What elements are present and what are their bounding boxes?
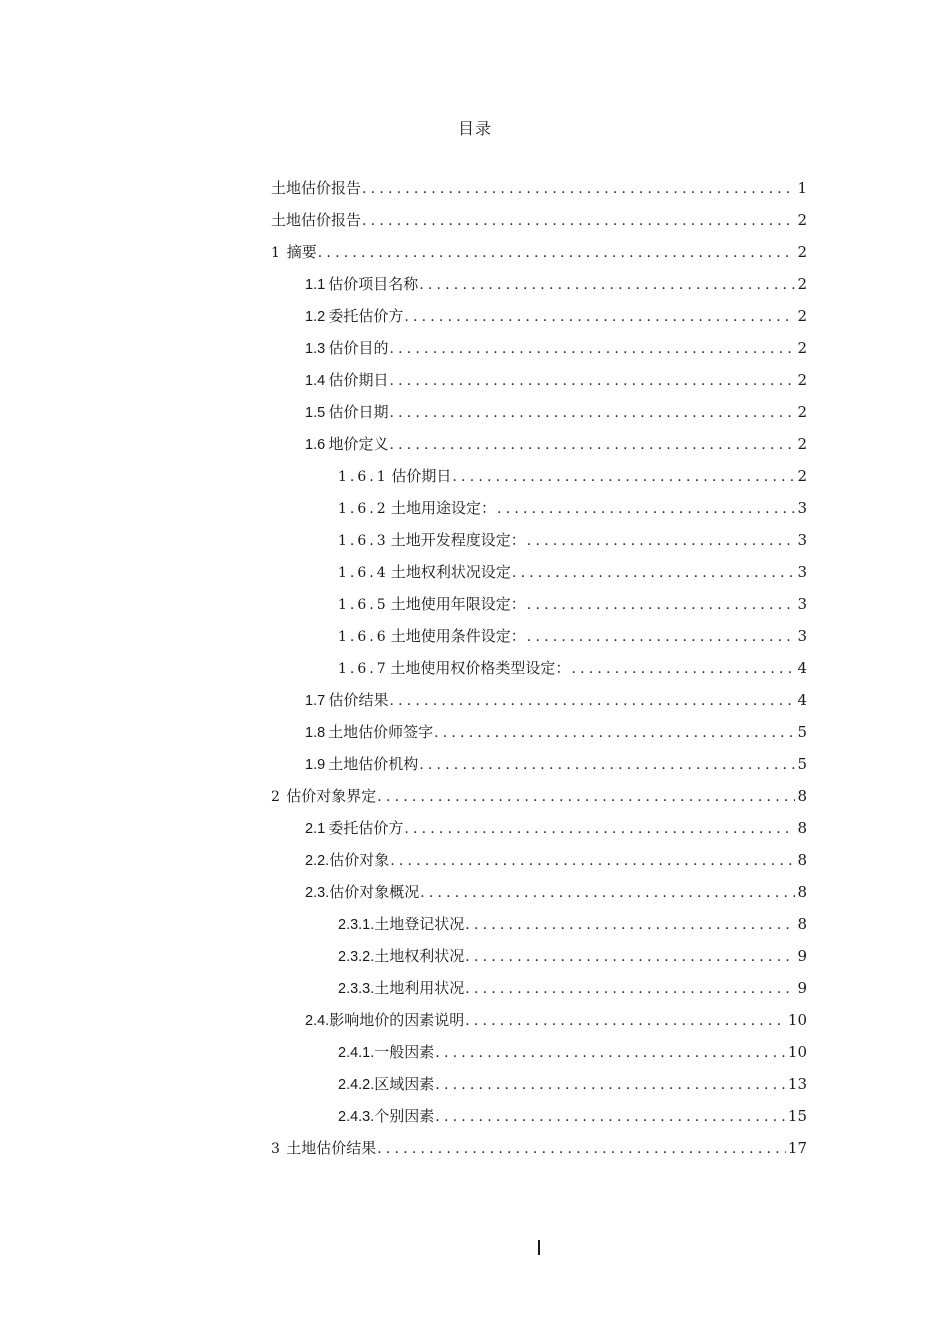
toc-entry-label: 土地估价机构 bbox=[328, 755, 419, 773]
toc-entry-number: 1.6.6 bbox=[338, 629, 389, 645]
toc-entry-label: 土地估价结果 bbox=[286, 1139, 377, 1157]
toc-entry-label: 土地使用条件设定： bbox=[390, 627, 526, 645]
toc-entry[interactable] bbox=[271, 364, 807, 396]
toc-dot-leader bbox=[377, 1133, 786, 1165]
toc-entry[interactable] bbox=[271, 492, 807, 524]
toc-entry[interactable] bbox=[271, 268, 807, 300]
toc-entry-number: 1.1 bbox=[305, 277, 326, 293]
toc-entry-page-number: 8 bbox=[797, 787, 807, 805]
toc-entry-page-number: 2 bbox=[797, 275, 807, 293]
toc-entry-page-number: 5 bbox=[797, 755, 807, 773]
toc-entry-page-number: 2 bbox=[797, 243, 807, 261]
toc-entry-label: 估价目的 bbox=[328, 339, 389, 357]
toc-dot-leader bbox=[362, 205, 795, 237]
toc-entry[interactable] bbox=[271, 460, 807, 492]
toc-dot-leader bbox=[434, 717, 795, 749]
toc-entry-page-number: 2 bbox=[797, 371, 807, 389]
toc-dot-leader bbox=[465, 973, 795, 1005]
toc-entry-label: 个别因素 bbox=[374, 1107, 435, 1125]
toc-entry-label: 土地估价师签字 bbox=[328, 723, 434, 741]
toc-entry-page-number: 2 bbox=[797, 403, 807, 421]
toc-dot-leader bbox=[497, 493, 795, 525]
toc-entry-number: 2.3.2. bbox=[338, 949, 375, 965]
toc-dot-leader bbox=[390, 845, 795, 877]
toc-entry[interactable] bbox=[271, 524, 807, 556]
toc-dot-leader bbox=[362, 173, 795, 205]
toc-dot-leader bbox=[389, 397, 795, 429]
toc-entry[interactable] bbox=[271, 300, 807, 332]
toc-entry-number: 2.3.1. bbox=[338, 917, 375, 933]
toc-dot-leader bbox=[465, 941, 795, 973]
toc-entry-label: 土地估价报告 bbox=[271, 179, 362, 197]
toc-entry-page-number: 2 bbox=[797, 435, 807, 453]
toc-entry-number: 2.4. bbox=[305, 1013, 330, 1029]
toc-entry[interactable] bbox=[271, 844, 807, 876]
toc-entry-page-number: 3 bbox=[797, 595, 807, 613]
toc-dot-leader bbox=[527, 589, 796, 621]
toc-dot-leader bbox=[465, 1005, 786, 1037]
toc-entry-label: 土地使用年限设定： bbox=[390, 595, 526, 613]
toc-entry-page-number: 3 bbox=[797, 627, 807, 645]
toc-entry-label: 影响地价的因素说明 bbox=[329, 1011, 465, 1029]
toc-entry-label: 土地权利状况 bbox=[374, 947, 465, 965]
toc-entry-number: 1.6.5 bbox=[338, 597, 389, 613]
toc-entry-number: 1.5 bbox=[305, 405, 326, 421]
toc-entry[interactable] bbox=[271, 172, 807, 204]
toc-entry[interactable] bbox=[271, 236, 807, 268]
toc-dot-leader bbox=[404, 813, 795, 845]
toc-entry-label: 估价项目名称 bbox=[328, 275, 419, 293]
toc-dot-leader bbox=[527, 525, 796, 557]
page-number-marker bbox=[538, 1240, 540, 1255]
toc-entry[interactable] bbox=[271, 620, 807, 652]
toc-entry-page-number: 17 bbox=[787, 1139, 807, 1157]
toc-entry[interactable] bbox=[271, 1068, 807, 1100]
toc-entry-label: 估价期日 bbox=[328, 371, 389, 389]
toc-entry-page-number: 8 bbox=[797, 819, 807, 837]
toc-entry-page-number: 3 bbox=[797, 563, 807, 581]
toc-entry-page-number: 4 bbox=[797, 691, 807, 709]
toc-entry-number: 1.2 bbox=[305, 309, 326, 325]
toc-title: 目录 bbox=[457, 119, 492, 138]
toc-entry-number: 1.9 bbox=[305, 757, 326, 773]
toc-entry[interactable] bbox=[271, 684, 807, 716]
toc-dot-leader bbox=[465, 909, 795, 941]
toc-entry[interactable] bbox=[271, 780, 807, 812]
toc-entry-number: 1.6 bbox=[305, 437, 326, 453]
toc-entry-label: 估价日期 bbox=[328, 403, 389, 421]
toc-entry-page-number: 8 bbox=[797, 915, 807, 933]
toc-entry-label: 土地开发程度设定： bbox=[390, 531, 526, 549]
toc-entry[interactable] bbox=[271, 556, 807, 588]
toc-entry[interactable] bbox=[271, 1036, 807, 1068]
toc-entry[interactable] bbox=[271, 812, 807, 844]
toc-dot-leader bbox=[435, 1037, 786, 1069]
toc-entry-label: 估价结果 bbox=[328, 691, 389, 709]
toc-entry[interactable] bbox=[271, 876, 807, 908]
toc-entry-number: 2.1 bbox=[305, 821, 326, 837]
toc-entry-number: 2.4.2. bbox=[338, 1077, 375, 1093]
toc-dot-leader bbox=[377, 781, 795, 813]
toc-dot-leader bbox=[435, 1069, 786, 1101]
toc-entry-page-number: 2 bbox=[797, 467, 807, 485]
toc-entry-label: 土地利用状况 bbox=[374, 979, 465, 997]
toc-entry-label: 一般因素 bbox=[374, 1043, 435, 1061]
toc-entry-page-number: 9 bbox=[797, 947, 807, 965]
toc-entry-number: 1.6.3 bbox=[338, 533, 389, 549]
toc-entry[interactable] bbox=[271, 652, 807, 684]
toc-entry-page-number: 15 bbox=[787, 1107, 807, 1125]
toc-entry-label: 委托估价方 bbox=[328, 819, 404, 837]
toc-entry-page-number: 13 bbox=[787, 1075, 807, 1093]
toc-dot-leader bbox=[389, 365, 795, 397]
toc-entry-number: 2.3. bbox=[305, 885, 330, 901]
toc-entry-page-number: 4 bbox=[797, 659, 807, 677]
toc-entry-page-number: 2 bbox=[797, 307, 807, 325]
toc-entry[interactable] bbox=[271, 204, 807, 236]
toc-entry-label: 委托估价方 bbox=[328, 307, 404, 325]
toc-entry-number: 2.2. bbox=[305, 853, 330, 869]
toc-entry[interactable] bbox=[271, 396, 807, 428]
toc-entry-number: 1.6.1 bbox=[338, 469, 389, 485]
toc-entry-number: 2 bbox=[271, 789, 283, 805]
toc-entry-number: 2.4.3. bbox=[338, 1109, 375, 1125]
toc-dot-leader bbox=[404, 301, 795, 333]
table-of-contents bbox=[271, 172, 807, 1164]
toc-entry[interactable] bbox=[271, 332, 807, 364]
toc-entry-label: 估价期日 bbox=[391, 467, 452, 485]
toc-dot-leader bbox=[389, 685, 795, 717]
toc-entry-page-number: 2 bbox=[797, 339, 807, 357]
toc-dot-leader bbox=[452, 461, 795, 493]
toc-entry-page-number: 9 bbox=[797, 979, 807, 997]
toc-entry[interactable] bbox=[271, 428, 807, 460]
toc-entry-page-number: 10 bbox=[787, 1043, 807, 1061]
toc-entry-label: 估价对象概况 bbox=[329, 883, 420, 901]
toc-dot-leader bbox=[419, 269, 795, 301]
toc-dot-leader bbox=[389, 333, 795, 365]
toc-entry-label: 土地登记状况 bbox=[374, 915, 465, 933]
toc-entry-page-number: 3 bbox=[797, 499, 807, 517]
toc-dot-leader bbox=[420, 877, 795, 909]
toc-entry-page-number: 10 bbox=[787, 1011, 807, 1029]
toc-entry-page-number: 3 bbox=[797, 531, 807, 549]
toc-dot-leader bbox=[512, 557, 796, 589]
toc-entry[interactable] bbox=[271, 1100, 807, 1132]
toc-entry-label: 土地估价报告 bbox=[271, 211, 362, 229]
toc-entry-number: 1.6.2 bbox=[338, 501, 389, 517]
toc-entry[interactable] bbox=[271, 716, 807, 748]
toc-entry[interactable] bbox=[271, 1132, 807, 1164]
toc-entry-number: 1.6.7 bbox=[338, 661, 389, 677]
toc-dot-leader bbox=[389, 429, 795, 461]
toc-entry-number: 1.3 bbox=[305, 341, 326, 357]
toc-entry[interactable] bbox=[271, 972, 807, 1004]
toc-entry[interactable] bbox=[271, 748, 807, 780]
toc-entry-number: 1.4 bbox=[305, 373, 326, 389]
toc-entry-page-number: 5 bbox=[797, 723, 807, 741]
toc-dot-leader bbox=[571, 653, 795, 685]
toc-entry[interactable] bbox=[271, 1004, 807, 1036]
toc-entry-number: 1.6.4 bbox=[338, 565, 389, 581]
toc-dot-leader bbox=[435, 1101, 786, 1133]
toc-dot-leader bbox=[527, 621, 796, 653]
toc-entry-number: 1 bbox=[271, 245, 283, 261]
toc-entry-page-number: 2 bbox=[797, 211, 807, 229]
toc-entry-number: 1.7 bbox=[305, 693, 326, 709]
toc-entry-label: 土地权利状况设定 bbox=[390, 563, 511, 581]
toc-entry-page-number: 1 bbox=[797, 179, 807, 197]
toc-entry-page-number: 8 bbox=[797, 883, 807, 901]
toc-entry-label: 土地使用权价格类型设定： bbox=[390, 659, 571, 677]
toc-entry-number: 2.3.3. bbox=[338, 981, 375, 997]
toc-entry[interactable] bbox=[271, 588, 807, 620]
toc-dot-leader bbox=[419, 749, 795, 781]
toc-entry-label: 区域因素 bbox=[374, 1075, 435, 1093]
toc-entry-label: 估价对象界定 bbox=[286, 787, 377, 805]
toc-entry-page-number: 8 bbox=[797, 851, 807, 869]
toc-entry[interactable] bbox=[271, 908, 807, 940]
toc-entry-label: 估价对象 bbox=[329, 851, 390, 869]
toc-entry[interactable] bbox=[271, 940, 807, 972]
toc-entry-number: 1.8 bbox=[305, 725, 326, 741]
toc-entry-label: 地价定义 bbox=[328, 435, 389, 453]
toc-entry-number: 3 bbox=[271, 1141, 283, 1157]
toc-entry-number: 2.4.1. bbox=[338, 1045, 375, 1061]
toc-dot-leader bbox=[318, 237, 796, 269]
toc-entry-label: 摘要 bbox=[286, 243, 317, 261]
toc-entry-label: 土地用途设定： bbox=[391, 499, 497, 517]
